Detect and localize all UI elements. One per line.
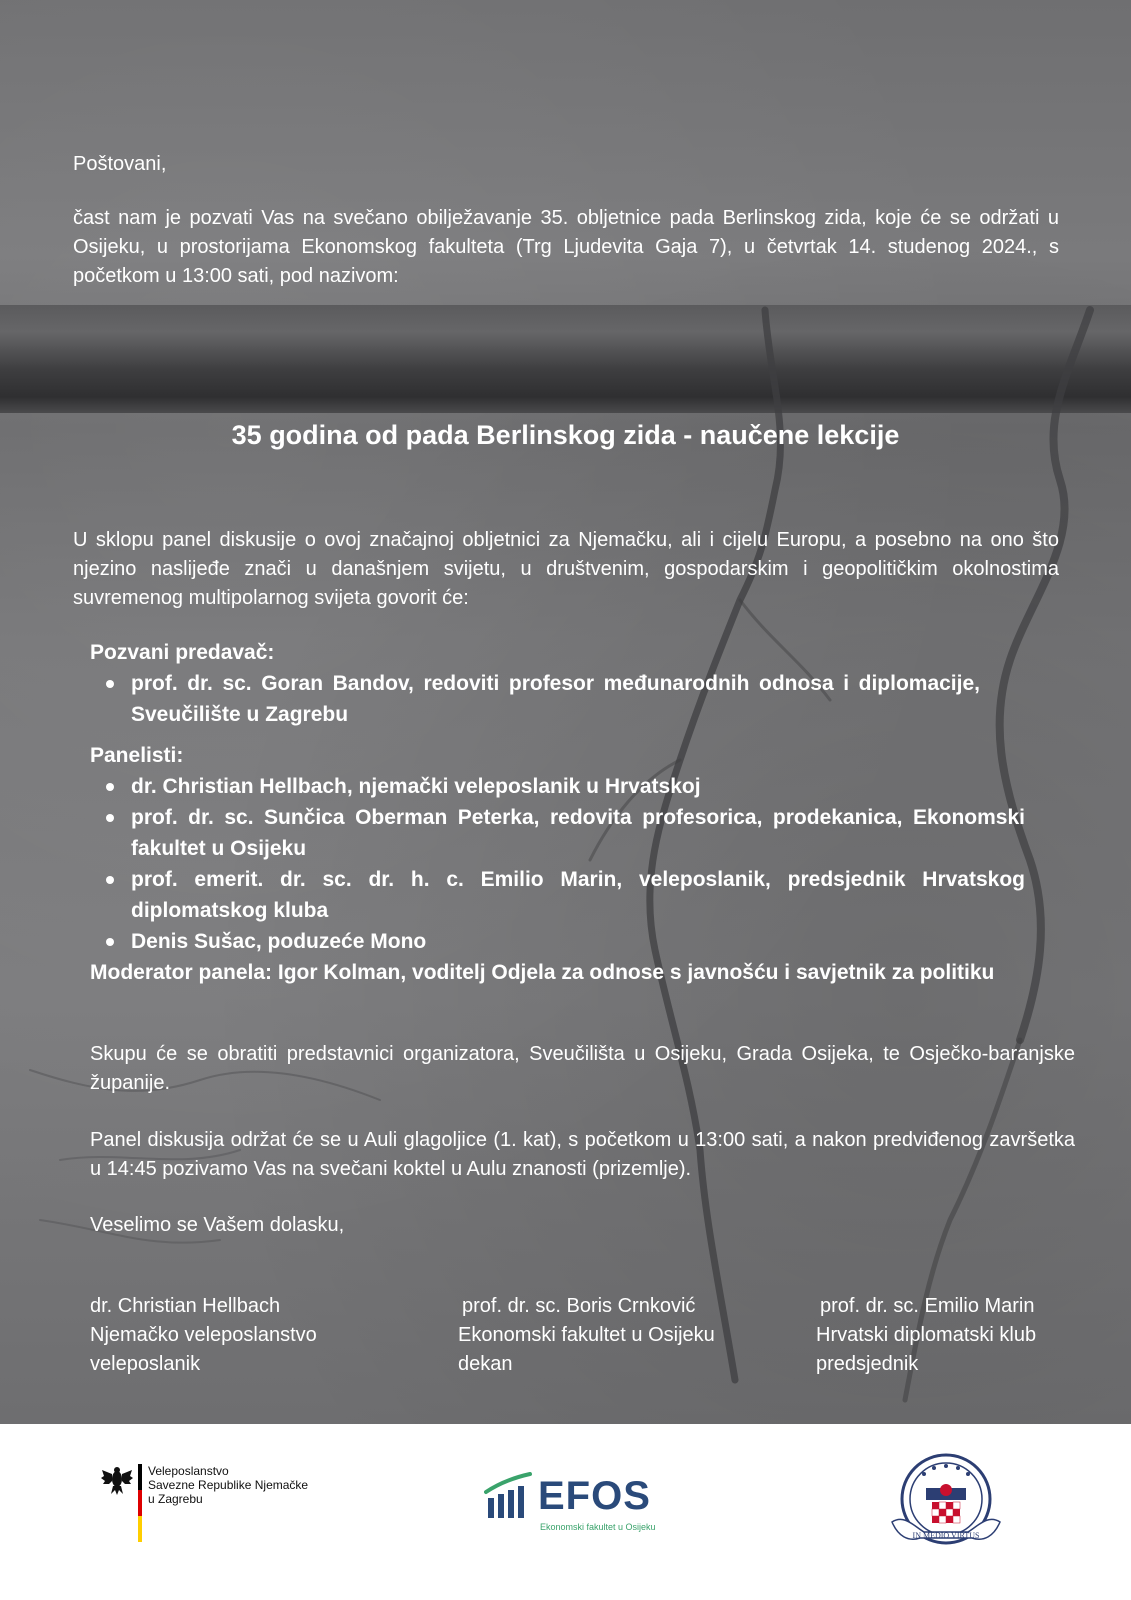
footer-logos: [0, 1424, 1131, 1600]
signature-org: Ekonomski fakultet u Osijeku: [458, 1324, 715, 1346]
embassy-logo-line: u Zagrebu: [148, 1492, 203, 1506]
signature-org: Njemačko veleposlanstvo: [90, 1324, 317, 1346]
list-item: dr. Christian Hellbach, njemački veleposlanik u Hrvatskoj: [90, 771, 1025, 802]
invited-speaker-heading: Pozvani predavač:: [90, 641, 275, 664]
signature-club: [816, 1292, 1036, 1379]
invited-speaker-section: [90, 637, 980, 730]
panelists-heading: Panelisti:: [90, 744, 184, 767]
list-item: prof. dr. sc. Goran Bandov, redoviti profesor međunarodnih odnosa i diplomacije, Sveučilište u Zagrebu: [90, 668, 980, 730]
signature-role: dekan: [458, 1353, 513, 1375]
embassy-logo-text: [148, 1464, 308, 1506]
signature-embassy: [90, 1292, 317, 1379]
greeting-text: Poštovani,: [73, 153, 167, 175]
embassy-logo-line: Veleposlanstvo: [148, 1464, 229, 1478]
croatian-checkerboard-seal-icon: [884, 1452, 1008, 1552]
list-item: prof. emerit. dr. sc. dr. h. c. Emilio Marin, veleposlanik, predsjednik Hrvatskog diplomatskog kluba: [90, 864, 1025, 926]
panelists-list: [90, 771, 1025, 957]
efos-logo: [484, 1466, 674, 1546]
embassy-logo: [100, 1464, 320, 1544]
event-title: 35 godina od pada Berlinskog zida - naučene lekcije: [231, 420, 900, 450]
signature-name: prof. dr. sc. Emilio Marin: [820, 1295, 1035, 1317]
signature-name: dr. Christian Hellbach: [90, 1295, 281, 1317]
bar-growth-icon: [484, 1472, 536, 1520]
list-item: Denis Sušac, poduzeće Mono: [90, 926, 1025, 957]
list-item: prof. dr. sc. Sunčica Oberman Peterka, redovita profesorica, prodekanica, Ekonomski fakultet u Osijeku: [90, 802, 1025, 864]
signature-org: Hrvatski diplomatski klub: [816, 1324, 1037, 1346]
schedule-note: Panel diskusija održat će se u Auli glagoljice (1. kat), s početkom u 13:00 sati, a nakon predviđenog završetka u 14:45 pozivamo Vas na svečani koktel u Aulu znanosti (prizemlje).: [90, 1129, 1075, 1180]
efos-logo-tagline: Ekonomski fakultet u Osijeku: [540, 1522, 656, 1532]
signature-role: veleposlanik: [90, 1353, 201, 1375]
signature-faculty: [458, 1292, 715, 1379]
club-logo: [884, 1452, 1008, 1552]
flag-red-stripe: [138, 1490, 142, 1516]
invited-speaker-list: [90, 668, 980, 730]
panelists-section: [90, 740, 1025, 988]
signature-role: predsjednik: [816, 1353, 919, 1375]
flag-black-stripe: [138, 1464, 142, 1490]
club-logo-motto: IN MEDIO VIRTUS: [912, 1531, 980, 1540]
intro-paragraph: čast nam je pozvati Vas na svečano obilježavanje 35. obljetnice pada Berlinskog zida, koje će se održati u Osijeku, u prostorijama Ekonomskog fakulteta (Trg Ljudevita Gaja 7), u četvrtak 14. studenog 2024., s početkom u 13:00 sati, pod nazivom:: [73, 207, 1059, 287]
moderator-text: Moderator panela: Igor Kolman, voditelj Odjela za odnose s javnošću i savjetnik za politiku: [90, 961, 995, 984]
signature-name: prof. dr. sc. Boris Crnković: [462, 1295, 696, 1317]
flag-gold-stripe: [138, 1516, 142, 1542]
federal-eagle-icon: [100, 1464, 134, 1498]
closing-text: Veselimo se Vašem dolasku,: [90, 1214, 345, 1236]
embassy-logo-line: Savezne Republike Njemačke: [148, 1478, 309, 1492]
efos-logo-name: EFOS: [538, 1474, 651, 1518]
address-note: Skupu će se obratiti predstavnici organizatora, Sveučilišta u Osijeku, Grada Osijeka, te Osječko-baranjske županije.: [90, 1043, 1075, 1094]
panel-intro-paragraph: U sklopu panel diskusije o ovoj značajnoj obljetnici za Njemačku, ali i cijelu Europu, a posebno na ono što njezino naslijeđe znači u današnjem svijetu, u društvenim, gospodarskim i geopolitičkim okolnostima suvremenog multipolarnog svijeta govorit će:: [73, 529, 1059, 609]
